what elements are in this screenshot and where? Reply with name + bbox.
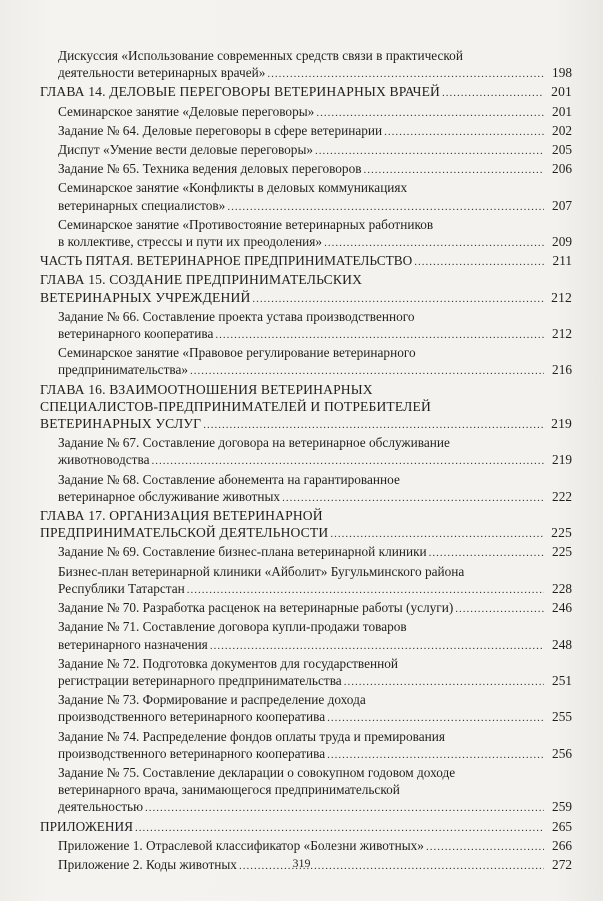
toc-part — [40, 252, 572, 271]
dot-leader — [414, 254, 544, 271]
dot-leader — [316, 105, 544, 122]
table-of-contents — [40, 47, 572, 875]
toc-entry-text: Задание № 66. Составление проекта устава производственного — [58, 308, 415, 324]
toc-page-number: 219 — [552, 452, 572, 468]
toc-page-number: 256 — [552, 745, 572, 761]
dot-leader — [203, 417, 544, 434]
toc-entry-text: ветеринарное обслуживание животных — [58, 488, 281, 504]
toc-page-number: 255 — [552, 709, 572, 725]
toc-entry — [40, 103, 572, 122]
toc-entry-text: животноводства — [58, 452, 150, 468]
dot-leader — [227, 199, 544, 216]
toc-page-number: 207 — [552, 197, 572, 213]
dot-leader — [330, 526, 544, 543]
dot-leader — [324, 235, 544, 252]
toc-entry-text: Семинарское занятие «Деловые переговоры» — [58, 103, 315, 119]
toc-page-number: 225 — [551, 525, 572, 541]
dot-leader — [267, 66, 544, 83]
page-number: 319 — [292, 856, 311, 870]
toc-entry — [40, 344, 572, 380]
toc-page-number: 259 — [552, 799, 572, 815]
toc-entry-text: Дискуссия «Использование современных средств связи в практической — [58, 48, 463, 63]
toc-entry-text: деятельностью — [58, 799, 144, 815]
toc-entry — [40, 563, 572, 599]
dot-leader — [344, 674, 544, 691]
toc-entry — [40, 47, 572, 83]
toc-page-number: 211 — [552, 253, 572, 269]
toc-entry — [40, 655, 572, 691]
toc-page-number: 216 — [552, 362, 572, 378]
toc-entry — [40, 471, 572, 507]
toc-entry-text: регистрации ветеринарного предпринимательства — [58, 672, 342, 688]
toc-entry-text: в коллективе, стрессы и пути их преодоления» — [58, 234, 323, 250]
toc-entry-text: Семинарское занятие «Противостояние ветеринарных работников — [58, 216, 434, 232]
toc-page-number: 212 — [552, 326, 572, 342]
toc-page-number: 202 — [552, 122, 572, 138]
toc-entry-text: Задание № 68. Составление абонемента на гарантированное — [58, 471, 400, 487]
dot-leader — [429, 545, 544, 562]
toc-entry-text: Задание № 69. Составление бизнес-плана ветеринарной клиники — [58, 544, 427, 560]
toc-chapter — [40, 271, 572, 307]
toc-entry — [40, 599, 572, 618]
toc-entry — [40, 179, 572, 215]
toc-page-number: 201 — [551, 84, 572, 100]
toc-entry-text: ГЛАВА 16. ВЗАИМООТНОШЕНИЯ ВЕТЕРИНАРНЫХ — [40, 381, 373, 397]
dot-leader — [210, 638, 544, 655]
toc-page-number: 246 — [552, 600, 572, 616]
toc-entry-text: производственного ветеринарного кооператива — [58, 709, 326, 725]
toc-entry — [40, 216, 572, 252]
toc-entry-text: Задание № 64. Деловые переговоры в сфере ветеринарии — [58, 122, 383, 138]
toc-entry-text: ветеринарного кооператива — [58, 326, 214, 342]
toc-entry-text: Задание № 74. Распределение фондов оплаты труда и премирования — [58, 728, 445, 744]
toc-entry-text: Приложение 1. Отраслевой классификатор «Болезни животных» — [58, 837, 424, 853]
dot-leader — [187, 582, 544, 599]
toc-chapter — [40, 507, 572, 543]
toc-page-number: 205 — [552, 142, 572, 158]
toc-entry-text: ГЛАВА 14. ДЕЛОВЫЕ ПЕРЕГОВОРЫ ВЕТЕРИНАРНЫХ ВРАЧЕЙ — [40, 84, 440, 100]
toc-entry — [40, 764, 572, 818]
dot-leader — [282, 490, 544, 507]
toc-entry — [40, 618, 572, 654]
toc-entry-text: Задание № 72. Подготовка документов для государственной — [58, 655, 399, 671]
toc-entry-text: ветеринарных специалистов» — [58, 197, 226, 213]
toc-entry-text: ветеринарного назначения — [58, 636, 208, 652]
dot-leader — [442, 85, 544, 102]
toc-page-number: 206 — [552, 161, 572, 177]
toc-entry-text: СПЕЦИАЛИСТОВ-ПРЕДПРИНИМАТЕЛЕЙ И ПОТРЕБИТЕЛЕЙ — [40, 398, 431, 414]
toc-entry-text: Семинарское занятие «Конфликты в деловых коммуникациях — [58, 180, 408, 196]
dot-leader — [145, 800, 544, 817]
dot-leader — [151, 453, 544, 470]
toc-page-number: 265 — [552, 818, 572, 834]
toc-entry-text: Задание № 65. Техника ведения деловых переговоров — [58, 161, 362, 177]
toc-entry-text: ПРЕДПРИНИМАТЕЛЬСКОЙ ДЕЯТЕЛЬНОСТИ — [40, 525, 329, 541]
toc-page-number: 225 — [552, 544, 572, 560]
toc-page-number: 209 — [552, 234, 572, 250]
toc-part — [40, 818, 572, 837]
dot-leader — [252, 291, 544, 308]
toc-page-number: 251 — [552, 672, 572, 688]
dot-leader — [315, 143, 544, 160]
toc-entry — [40, 141, 572, 160]
toc-entry — [40, 691, 572, 727]
dot-leader — [135, 820, 544, 837]
dot-leader — [364, 162, 544, 179]
toc-entry-text: Бизнес-план ветеринарной клиники «Айболит» Бугульминского района — [58, 563, 465, 579]
toc-page-number: 201 — [552, 103, 572, 119]
dot-leader — [327, 747, 544, 764]
toc-page-number: 228 — [552, 580, 572, 596]
toc-entry-text: Задание № 73. Формирование и распределение дохода — [58, 692, 366, 708]
toc-page-number: 219 — [551, 416, 572, 432]
toc-entry-text: ГЛАВА 15. СОЗДАНИЕ ПРЕДПРИНИМАТЕЛЬСКИХ — [40, 272, 363, 288]
toc-entry — [40, 728, 572, 764]
toc-entry — [40, 160, 572, 179]
toc-entry-text: ЧАСТЬ ПЯТАЯ. ВЕТЕРИНАРНОЕ ПРЕДПРИНИМАТЕЛЬСТВО — [40, 253, 413, 269]
toc-entry-text: Задание № 67. Составление договора на ветеринарное обслуживание — [58, 435, 450, 451]
toc-page-number: 198 — [552, 65, 572, 81]
toc-entry-text: ПРИЛОЖЕНИЯ — [40, 818, 134, 834]
toc-entry-text: ГЛАВА 17. ОРГАНИЗАЦИЯ ВЕТЕРИНАРНОЙ — [40, 508, 323, 524]
toc-entry-text: деятельности ветеринарных врачей» — [58, 65, 266, 81]
toc-entry — [40, 122, 572, 141]
dot-leader — [215, 327, 544, 344]
toc-entry-text: Задание № 75. Составление декларации о совокупном годовом доходе — [58, 764, 456, 780]
toc-entry-text: производственного ветеринарного кооператива — [58, 745, 326, 761]
dot-leader — [455, 601, 544, 618]
toc-chapter — [40, 83, 572, 102]
toc-entry-text: Задание № 70. Разработка расценок на ветеринарные работы (услуги) — [58, 600, 454, 616]
toc-chapter — [40, 381, 572, 435]
toc-entry-text: ВЕТЕРИНАРНЫХ УЧРЕЖДЕНИЙ — [40, 289, 251, 305]
toc-entry-text: Задание № 71. Составление договора купли-продажи товаров — [58, 619, 407, 635]
toc-entry-text: ВЕТЕРИНАРНЫХ УСЛУГ — [40, 416, 202, 432]
toc-entry-text: Диспут «Умение вести деловые переговоры» — [58, 142, 314, 158]
toc-entry — [40, 308, 572, 344]
toc-page-number: 212 — [551, 289, 572, 305]
toc-page-number: 272 — [552, 856, 572, 872]
toc-page-number: 248 — [552, 636, 572, 652]
toc-page-number: 222 — [552, 488, 572, 504]
toc-entry-text: Приложение 2. Коды животных — [58, 856, 237, 872]
toc-entry — [40, 543, 572, 562]
toc-entry-text: предпринимательства» — [58, 362, 189, 378]
dot-leader — [327, 710, 544, 727]
dot-leader — [384, 124, 544, 141]
dot-leader — [190, 363, 544, 380]
dot-leader — [426, 839, 544, 856]
toc-page-number: 266 — [552, 837, 572, 853]
toc-entry-text: Семинарское занятие «Правовое регулирование ветеринарного — [58, 345, 416, 361]
toc-entry — [40, 837, 572, 856]
toc-entry-text: ветеринарного врача, занимающегося предпринимательской — [58, 782, 400, 798]
toc-entry-text: Республики Татарстан — [58, 580, 185, 596]
toc-entry — [40, 434, 572, 470]
